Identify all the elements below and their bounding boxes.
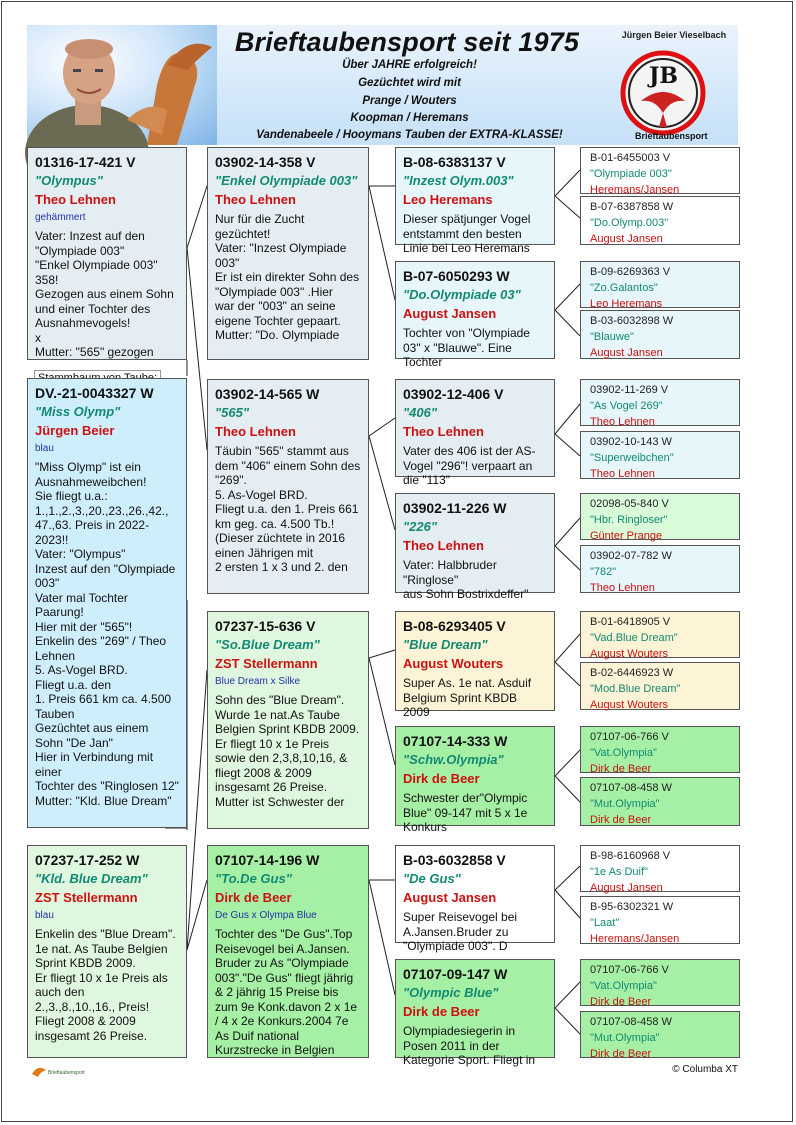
pigeon-name: "Enkel Olympiade 003" — [215, 173, 358, 188]
ring-number: 07107-08-458 W — [590, 782, 672, 794]
breeder-name: Dirk de Beer — [590, 763, 652, 775]
breeder-name: August Jansen — [403, 890, 497, 905]
pigeon-name: "Olympiade 003" — [590, 168, 672, 180]
pigeon-name: "Olympus" — [35, 173, 103, 188]
banner-line-5: Vandenabeele / Hooymans Tauben der EXTRA-KLASSE! — [256, 129, 563, 141]
breeder-name: Dirk de Beer — [215, 890, 292, 905]
ring-number: B-01-6455003 V — [590, 152, 671, 164]
ring-number: B-08-6383137 V — [403, 154, 506, 170]
pigeon-card-gen4[interactable] — [580, 196, 740, 245]
ring-number: 03902-07-782 W — [590, 550, 672, 562]
pigeon-card-gen2[interactable] — [207, 379, 369, 594]
pigeon-name: "Miss Olymp" — [35, 404, 121, 419]
pigeon-card-gen4[interactable] — [580, 611, 740, 658]
ring-number: B-02-6446923 W — [590, 667, 674, 679]
ring-number: 07237-15-636 V — [215, 618, 316, 634]
pigeon-description: Täubin "565" stammt aus dem "406" einem Sohn des "269". 5. As-Vogel BRD. Fliegt u.a. den 1. Preis 661 km geg. ca. 4.500 Tb.! (Dieser züchtete in 2016 einen Jährigen mit 2 ersten 1 x 3 und 2. den — [215, 444, 361, 574]
pigeon-name: "Schw.Olympia" — [403, 752, 504, 767]
breeder-name: Leo Heremans — [403, 192, 493, 207]
svg-text:Brieftaubensport: Brieftaubensport — [635, 131, 708, 141]
ring-number: B-03-6032898 W — [590, 315, 674, 327]
pigeon-card-gen4[interactable] — [580, 959, 740, 1006]
owner-name: Jürgen Beier Vieselbach — [621, 30, 727, 40]
pigeon-name: "As Vogel 269" — [590, 400, 663, 412]
pigeon-card-gen2[interactable] — [207, 147, 369, 360]
breeder-name: August Jansen — [590, 882, 663, 894]
ring-number: 03902-14-565 W — [215, 386, 320, 402]
ring-number: 07107-14-196 W — [215, 852, 320, 868]
pigeon-card-gen3[interactable] — [395, 959, 555, 1067]
pigeon-card-gen4[interactable] — [580, 662, 740, 710]
ring-number: 07107-09-147 W — [403, 966, 508, 982]
breeder-name: Dirk de Beer — [590, 996, 652, 1008]
breeder-name: Theo Lehnen — [35, 192, 116, 207]
pigeon-card-gen3[interactable] — [395, 845, 555, 953]
pigeon-card-gen2[interactable] — [207, 611, 369, 829]
pigeon-name: "Do.Olymp.003" — [590, 217, 669, 229]
pigeon-card-dam[interactable] — [27, 845, 187, 1058]
pigeon-card-gen4[interactable] — [580, 545, 740, 593]
pigeon-name: "Superweibchen" — [590, 452, 674, 464]
breeder-name: Theo Lehnen — [590, 582, 655, 594]
banner-line-1: Über JAHRE erfolgreich! — [342, 59, 477, 71]
pigeon-color: Blue Dream x Silke — [215, 676, 301, 687]
pigeon-description: Super Reisevogel bei A.Jansen.Bruder zu "Olympiade 003". D — [403, 910, 518, 953]
pigeon-name: "565" — [215, 405, 250, 420]
breeder-name: Theo Lehnen — [403, 424, 484, 439]
ring-number: 03902-14-358 V — [215, 154, 316, 170]
ring-number: 03902-11-269 V — [590, 384, 669, 396]
pigeon-card-gen2[interactable] — [207, 845, 369, 1058]
svg-text:Brieftaubensport: Brieftaubensport — [48, 1070, 85, 1076]
pigeon-card-gen4[interactable] — [580, 261, 740, 308]
breeder-name: Theo Lehnen — [403, 538, 484, 553]
banner-title: Brieftaubensport seit 1975 — [234, 27, 580, 57]
breeder-name: August Wouters — [403, 656, 504, 671]
pigeon-card-gen4[interactable] — [580, 431, 740, 479]
pigeon-card-gen4[interactable] — [580, 726, 740, 773]
ring-number: B-03-6032858 V — [403, 852, 506, 868]
pigeon-name: "Inzest Olym.003" — [403, 173, 514, 188]
pigeon-description: Enkelin des "Blue Dream". 1e nat. As Taube Belgien Sprint KBDB 2009. Er fliegt 10 x 1e Preis als auch den 2.,3.,8.,10.,16., Preis! Fliegt 2008 & 2009 insgesamt 26 Preise. — [35, 927, 176, 1043]
breeder-name: Dirk de Beer — [590, 814, 652, 826]
footer-logo — [30, 1064, 100, 1078]
pigeon-name: "Zo.Galantos" — [590, 282, 658, 294]
pigeon-card-sire[interactable] — [27, 147, 187, 360]
pigeon-color: blau — [35, 443, 54, 454]
pigeon-name: "Blue Dream" — [403, 637, 488, 652]
pigeon-name: "Mut.Olympia" — [590, 798, 660, 810]
banner-line-4: Koopman / Heremans — [350, 112, 469, 124]
pigeon-name: "Mod.Blue Dream" — [590, 683, 681, 695]
pigeon-card-gen3[interactable] — [395, 726, 555, 834]
breeder-name: August Wouters — [590, 648, 669, 660]
breeder-name: Dirk de Beer — [403, 771, 480, 786]
pigeon-description: Super As. 1e nat. Asduif Belgium Sprint KBDB 2009 — [403, 676, 532, 719]
pigeon-description: Tochter von "Olympiade 03" x "Blauwe". Eine Tochter — [403, 326, 530, 369]
pigeon-description: Sohn des "Blue Dream". Wurde 1e nat.As Taube Belgien Sprint KBDB 2009. Er fliegt 10 x 1e Preis sowie den 2,3,8,10,16, & fliegt 2008 & 2009 insgesamt 26 Preise. Mutter ist Schwester der — [215, 693, 360, 809]
ring-number: B-09-6269363 V — [590, 266, 671, 278]
breeder-name: August Jansen — [590, 233, 663, 245]
pigeon-name: "Do.Olympiade 03" — [403, 287, 521, 302]
ring-number: 03902-11-226 W — [403, 500, 507, 516]
pigeon-description: Vater des 406 ist der AS-Vogel "296"! verpaart an die "113" — [403, 444, 536, 487]
breeder-name: ZST Stellermann — [215, 656, 318, 671]
pigeon-card-gen4[interactable] — [580, 1011, 740, 1058]
pigeon-name: "So.Blue Dream" — [215, 637, 320, 652]
pigeon-name: "De Gus" — [403, 871, 461, 886]
ring-number: B-01-6418905 V — [590, 616, 671, 628]
ring-number: B-08-6293405 V — [403, 618, 506, 634]
breeder-name: Leo Heremans — [590, 298, 663, 310]
breeder-name: Jürgen Beier — [35, 423, 115, 438]
pigeon-card-gen3[interactable] — [395, 379, 555, 487]
pigeon-description: "Miss Olymp" ist ein Ausnahmeweibchen! Sie fliegt u.a.: 1.,1.,2.,3.,20.,23.,26.,42., 47.,63. Preis in 2022-2023!! Vater: "Olympus" Inzest auf den "Olympiade 003" Vater mal Tochter Paarung! Hier mit der "565"! Enkelin des "269" / Theo Lehnen 5. As-Vogel BRD. Fliegt u.a. den 1. Preis 661 km ca. 4.500 Tauben Gezüchtet aus einem Sohn "De Jan" Hier in Verbindung mit einer Tochter des "Ringlosen 12" Mutter: "Kld. Blue Dream" — [35, 460, 179, 808]
pigeon-color: blau — [35, 910, 54, 921]
pigeon-name: "To.De Gus" — [215, 871, 292, 886]
pigeon-name: "782" — [590, 566, 617, 578]
pigeon-card-gen4[interactable] — [580, 845, 740, 892]
pigeon-name: "1e As Duif" — [590, 866, 648, 878]
pigeon-color: gehämmert — [35, 212, 86, 223]
pigeon-card-gen4[interactable] — [580, 379, 740, 426]
pigeon-name: "406" — [403, 405, 438, 420]
ring-number: 07237-17-252 W — [35, 852, 140, 868]
ring-number: 07107-06-766 V — [590, 964, 669, 976]
banner-line-3: Prange / Wouters — [362, 95, 457, 107]
pigeon-card-gen3[interactable] — [395, 493, 555, 601]
ring-number: B-07-6050293 W — [403, 268, 510, 284]
breeder-name: August Jansen — [403, 306, 497, 321]
pigeon-description: Nur für die Zucht gezüchtet! Vater: "Inzest Olympiade 003" Er ist ein direkter Sohn des "Olympiade 003" .Hier war der "003" an seine eigene Tochter gepaart. Mutter: "Do. Olympiade — [215, 212, 360, 342]
pigeon-name: "Laat" — [590, 917, 620, 929]
pigeon-name: "Vad.Blue Dream" — [590, 632, 678, 644]
pigeon-card-gen3[interactable] — [395, 261, 555, 369]
breeder-name: Dirk de Beer — [403, 1004, 480, 1019]
ring-number: 03902-12-406 V — [403, 386, 504, 402]
breeder-name: August Wouters — [590, 699, 669, 711]
ring-number: 07107-08-458 W — [590, 1016, 672, 1028]
breeder-name: Günter Prange — [590, 530, 663, 542]
banner-line-2: Gezüchtet wird mit — [358, 77, 461, 89]
breeder-name: Theo Lehnen — [215, 424, 296, 439]
copyright-text: © Columba XT — [672, 1064, 738, 1075]
breeder-name: ZST Stellermann — [35, 890, 138, 905]
pigeon-card-main[interactable] — [27, 378, 187, 828]
ring-number: B-07-6387858 W — [590, 201, 674, 213]
breeder-name: Dirk de Beer — [590, 1048, 652, 1060]
pigeon-name: "Hbr. Ringloser" — [590, 514, 668, 526]
pigeon-name: "Vat.Olympia" — [590, 980, 657, 992]
pigeon-card-gen4[interactable] — [580, 896, 740, 944]
ring-number: B-98-6160968 V — [590, 850, 671, 862]
pigeon-description: Schwester der"Olympic Blue" 09-147 mit 5 x 1e Konkurs — [403, 791, 528, 834]
pigeon-card-gen4[interactable] — [580, 147, 740, 194]
pigeon-description: Dieser spätjunger Vogel entstammt den besten Linie bei Leo Heremans — [403, 212, 531, 255]
pigeon-name: "226" — [403, 519, 438, 534]
breeder-name: Theo Lehnen — [590, 468, 655, 480]
breeder-name: Theo Lehnen — [590, 416, 655, 428]
pigeon-description: Olympiadesiegerin in Posen 2011 in der Kategorie Sport. Fliegt in — [403, 1024, 536, 1067]
pigeon-card-gen4[interactable] — [580, 493, 740, 540]
ring-number: B-95-6302321 W — [590, 901, 674, 913]
ring-number: DV.-21-0043327 W — [35, 385, 154, 401]
pigeon-color: De Gus x Olympa Blue — [215, 910, 317, 921]
pigeon-description: Tochter des "De Gus".Top Reisevogel bei A.Jansen. Bruder zu As "Olympiade 003"."De Gus" fliegt jährig & 2 jährig 15 Preise bis zum 9e Konk.davon 2 x 1e / 4 x 2e Konkurs.2004 7e As Duif national Kurzstrecke in Belgien — [215, 927, 358, 1057]
ring-number: 07107-14-333 W — [403, 733, 508, 749]
pigeon-card-gen4[interactable] — [580, 310, 740, 359]
ring-number: 07107-06-766 V — [590, 731, 669, 743]
pigeon-name: "Vat.Olympia" — [590, 747, 657, 759]
breeder-name: Theo Lehnen — [215, 192, 296, 207]
pigeon-card-gen3[interactable] — [395, 147, 555, 255]
pigeon-name: "Blauwe" — [590, 331, 634, 343]
ring-number: 03902-10-143 W — [590, 436, 672, 448]
ring-number: 01316-17-421 V — [35, 154, 136, 170]
pigeon-name: "Kld. Blue Dream" — [35, 871, 148, 886]
breeder-name: Heremans/Jansen — [590, 184, 680, 196]
pigeon-card-gen4[interactable] — [580, 777, 740, 826]
pigeon-name: "Mut.Olympia" — [590, 1032, 660, 1044]
breeder-name: August Jansen — [590, 347, 663, 359]
pigeon-name: "Olympic Blue" — [403, 985, 499, 1000]
pigeon-description: Vater: Inzest auf den "Olympiade 003" "Enkel Olympiade 003" 358! Gezogen aus einem Sohn und einer Tochter des Ausnahmevogels! x Mutter: "565" gezogen — [35, 229, 174, 359]
ring-number: 02098-05-840 V — [590, 498, 669, 510]
pigeon-card-gen3[interactable] — [395, 611, 555, 719]
svg-text:JB: JB — [649, 63, 679, 89]
breeder-name: Heremans/Jansen — [590, 933, 680, 945]
pigeon-description: Vater: Halbbruder "Ringlose" aus Sohn Bostrixdeffer" — [403, 558, 529, 601]
